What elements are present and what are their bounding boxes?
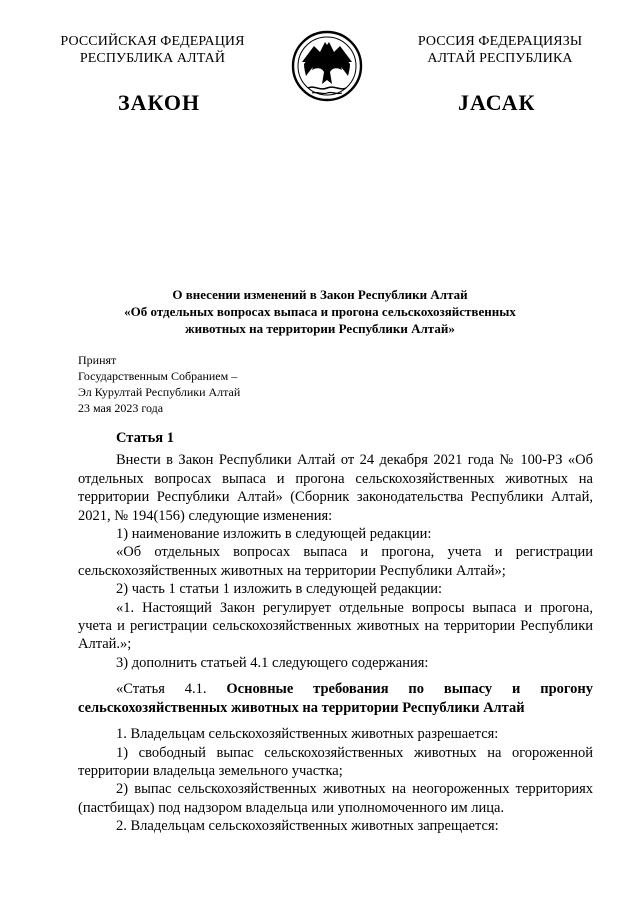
law-heading-ru: ЗАКОН bbox=[118, 90, 201, 115]
law-body bbox=[78, 429, 593, 836]
paragraph-item-3: 3) дополнить статьей 4.1 следующего содержания: bbox=[116, 654, 429, 671]
paragraph-new-part: «1. Настоящий Закон регулирует отдельные вопросы выпаса и прогона, учета и регистрации сельскохозяйственных животных на территории Республики Алтай.»; bbox=[78, 599, 593, 653]
adoption-line3: Эл Курултай Республики Алтай bbox=[78, 385, 241, 399]
paragraph-forbidden: 2. Владельцам сельскохозяйственных животных запрещается: bbox=[116, 818, 499, 835]
article-4-1-title: Основные требования по выпасу и прогону сельскохозяйственных животных на территории Республики Алтай bbox=[78, 681, 593, 716]
paragraph-article-4-1 bbox=[78, 680, 593, 717]
law-title-line2: «Об отдельных вопросах выпаса и прогона сельскохозяйственных bbox=[124, 304, 516, 319]
article-heading: Статья 1 bbox=[116, 430, 174, 446]
article-4-1-prefix: «Статья 4.1. bbox=[116, 681, 227, 698]
paragraph-new-name: «Об отдельных вопросах выпаса и прогона, учета и регистрации сельскохозяйственных животных на территории Республики Алтай»; bbox=[78, 544, 593, 579]
law-title bbox=[60, 286, 580, 337]
paragraph-allowed-1: 1) свободный выпас сельскохозяйственных животных на огороженной территории владельца земельного участка; bbox=[78, 744, 593, 779]
law-heading-alt: JАСАК bbox=[458, 90, 536, 115]
paragraph-allowed: 1. Владельцам сельскохозяйственных животных разрешается: bbox=[116, 726, 499, 743]
header-right-line2: АЛТАЙ РЕСПУБЛИКА bbox=[427, 51, 573, 66]
paragraph-allowed-2: 2) выпас сельскохозяйственных животных на неогороженных территориях (пастбищах) под надзором владельца или уполномоченного им лица. bbox=[78, 781, 593, 816]
paragraph-item-1: 1) наименование изложить в следующей редакции: bbox=[116, 526, 432, 543]
adoption-line1: Принят bbox=[78, 353, 117, 367]
header-right-line1: РОССИЯ ФЕДЕРАЦИЯЗЫ bbox=[417, 34, 583, 49]
header-left-line1: РОССИЙСКАЯ ФЕДЕРАЦИЯ bbox=[60, 34, 245, 49]
paragraph-item-2: 2) часть 1 статьи 1 изложить в следующей редакции: bbox=[116, 581, 442, 598]
paragraph-intro: Внести в Закон Республики Алтай от 24 декабря 2021 года № 100-РЗ «Об отдельных вопросах выпаса и прогона сельскохозяйственных животных на территории Республики Алтай» (Сборник законодательства Республики Алтай, 2021, № 194(156) следующие изменения: bbox=[78, 452, 593, 524]
law-title-line3: животных на территории Республики Алтай» bbox=[185, 321, 455, 336]
adoption-date: 23 мая 2023 года bbox=[78, 401, 164, 415]
adoption-info bbox=[78, 352, 240, 416]
header-left-line2: РЕСПУБЛИКА АЛТАЙ bbox=[79, 51, 226, 66]
law-title-line1: О внесении изменений в Закон Республики Алтай bbox=[172, 287, 468, 302]
adoption-line2: Государственным Собранием – bbox=[78, 369, 238, 383]
coat-of-arms-emblem bbox=[290, 22, 364, 106]
